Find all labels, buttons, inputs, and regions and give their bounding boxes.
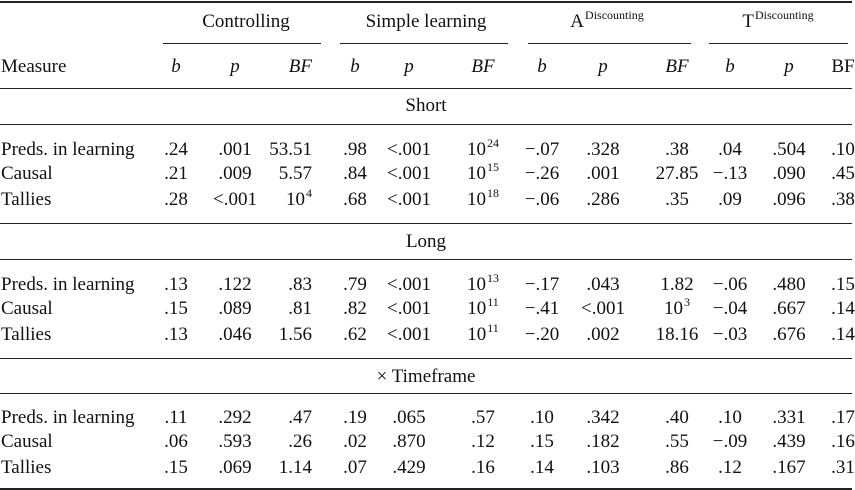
table-cell: .15 bbox=[831, 274, 855, 295]
table-cell: .12 bbox=[718, 457, 742, 478]
table-cell: .55 bbox=[665, 431, 689, 452]
cell-base: 10 bbox=[467, 274, 486, 295]
table-cell: .98 bbox=[343, 139, 367, 160]
cell-base: 10 bbox=[467, 163, 486, 184]
table-cell: .342 bbox=[586, 407, 620, 428]
table-cell: 18.16 bbox=[655, 324, 699, 345]
column-header: BF bbox=[288, 56, 312, 77]
table-cell: .14 bbox=[530, 457, 554, 478]
table-cell: 5.57 bbox=[278, 163, 312, 184]
cell-base: 10 bbox=[467, 324, 487, 345]
column-header: p bbox=[404, 56, 414, 77]
table-cell: .14 bbox=[831, 324, 855, 345]
table-cell: .26 bbox=[288, 431, 312, 452]
row-label: Preds. in learning bbox=[1, 274, 135, 295]
table-cell: −.26 bbox=[524, 163, 560, 184]
group-header-label: Controlling bbox=[202, 11, 290, 32]
table-cell: .40 bbox=[665, 407, 689, 428]
cell-exponent: 18 bbox=[487, 186, 499, 200]
table-cell: −.13 bbox=[712, 163, 748, 184]
table-cell: .667 bbox=[772, 298, 806, 319]
table-cell: .31 bbox=[831, 457, 855, 478]
group-header-label: Simple learning bbox=[365, 11, 487, 32]
table-cell: .79 bbox=[343, 274, 367, 295]
column-header: p bbox=[784, 56, 794, 77]
cell-exponent: 11 bbox=[487, 321, 499, 335]
table-cell: .24 bbox=[164, 139, 188, 160]
table-cell: .10 bbox=[530, 407, 554, 428]
table-cell: −.20 bbox=[524, 324, 560, 345]
table-cell: .57 bbox=[471, 407, 495, 428]
table-rule bbox=[0, 259, 852, 260]
table-cell bbox=[467, 186, 499, 210]
table-cell: .046 bbox=[218, 324, 252, 345]
table-cell: .04 bbox=[718, 139, 742, 160]
table-cell: .439 bbox=[772, 431, 806, 452]
group-header-label: A bbox=[570, 11, 585, 32]
table-cell: −.03 bbox=[712, 324, 748, 345]
table-cell: .81 bbox=[288, 298, 312, 319]
section-title: × Timeframe bbox=[376, 366, 476, 387]
table-cell: <.001 bbox=[387, 274, 431, 295]
table-cell: −.07 bbox=[524, 139, 560, 160]
cell-base: 10 bbox=[286, 189, 305, 210]
table-cell: <.001 bbox=[387, 324, 431, 345]
table-rule bbox=[0, 393, 852, 394]
table-cell: .069 bbox=[218, 457, 252, 478]
table-cell: .09 bbox=[718, 189, 742, 210]
table-cell: .593 bbox=[218, 431, 252, 452]
table-cell: .009 bbox=[218, 163, 252, 184]
table-cell: −.04 bbox=[712, 298, 748, 319]
table-cell: 53.51 bbox=[269, 139, 312, 160]
table-cell bbox=[467, 271, 499, 295]
table-cell: .043 bbox=[586, 274, 620, 295]
table-cell: .286 bbox=[586, 189, 620, 210]
table-cell bbox=[286, 186, 312, 210]
cell-exponent: 13 bbox=[487, 271, 499, 285]
table-cell: .17 bbox=[831, 407, 855, 428]
row-label: Preds. in learning bbox=[1, 407, 135, 428]
column-header: b bbox=[350, 56, 360, 77]
cell-exponent: 15 bbox=[487, 160, 499, 174]
table-cell: .065 bbox=[392, 407, 426, 428]
table-rule bbox=[0, 223, 852, 224]
table-cell: 1.14 bbox=[278, 457, 312, 478]
table-cell bbox=[467, 160, 499, 184]
row-label: Tallies bbox=[1, 324, 52, 345]
group-underline bbox=[163, 43, 321, 44]
table-cell: −.41 bbox=[524, 298, 560, 319]
table-cell: .14 bbox=[831, 298, 855, 319]
table-rule bbox=[0, 488, 852, 490]
table-cell: <.001 bbox=[213, 189, 257, 210]
row-label: Tallies bbox=[1, 189, 52, 210]
group-header bbox=[366, 12, 487, 31]
table-cell: .84 bbox=[343, 163, 367, 184]
column-header: b bbox=[537, 56, 547, 77]
table-rule bbox=[0, 88, 852, 89]
table-cell: .16 bbox=[831, 431, 855, 452]
group-header-superscript: Discounting bbox=[754, 8, 814, 22]
cell-base: 10 bbox=[664, 298, 683, 319]
table-cell: .429 bbox=[392, 457, 426, 478]
table-cell: .182 bbox=[586, 431, 620, 452]
table-cell: 27.85 bbox=[655, 163, 699, 184]
column-header: BF bbox=[831, 56, 855, 77]
table-cell: .13 bbox=[164, 324, 188, 345]
column-header: BF bbox=[665, 56, 689, 77]
table-cell bbox=[664, 295, 690, 319]
table-cell: .089 bbox=[218, 298, 252, 319]
table-cell: .870 bbox=[392, 431, 426, 452]
group-header bbox=[202, 12, 290, 31]
group-underline bbox=[340, 43, 508, 44]
group-header-superscript: Discounting bbox=[585, 8, 644, 22]
table-cell: −.06 bbox=[712, 274, 748, 295]
table-cell: 1.56 bbox=[278, 324, 312, 345]
group-underline bbox=[709, 43, 848, 44]
row-label: Causal bbox=[1, 431, 53, 452]
table-cell: .10 bbox=[718, 407, 742, 428]
table-cell: .02 bbox=[343, 431, 367, 452]
table-rule bbox=[0, 1, 852, 3]
table-cell: .122 bbox=[218, 274, 252, 295]
table-cell: .504 bbox=[772, 139, 806, 160]
table-cell: .292 bbox=[218, 407, 252, 428]
table-cell: .45 bbox=[831, 163, 855, 184]
table-cell: .38 bbox=[831, 189, 855, 210]
table-cell: .28 bbox=[164, 189, 188, 210]
table-cell: .82 bbox=[343, 298, 367, 319]
row-label: Preds. in learning bbox=[1, 139, 135, 160]
table-rule bbox=[0, 124, 852, 125]
table-cell: .12 bbox=[471, 431, 495, 452]
cell-exponent: 4 bbox=[306, 186, 312, 200]
table-cell: .676 bbox=[772, 324, 806, 345]
table-cell: −.17 bbox=[524, 274, 560, 295]
table-rule bbox=[0, 358, 852, 359]
row-label: Causal bbox=[1, 298, 53, 319]
table-cell: .38 bbox=[665, 139, 689, 160]
section-title: Short bbox=[405, 95, 447, 116]
cell-exponent: 3 bbox=[684, 295, 690, 309]
table-cell: .480 bbox=[772, 274, 806, 295]
group-header bbox=[570, 8, 644, 32]
table-cell: −.09 bbox=[712, 431, 748, 452]
cell-base: 10 bbox=[467, 139, 486, 160]
group-header-label: T bbox=[742, 11, 754, 32]
table-cell bbox=[467, 321, 499, 345]
table-cell: .001 bbox=[218, 139, 252, 160]
column-header: p bbox=[230, 56, 240, 77]
table-cell: .090 bbox=[772, 163, 806, 184]
table-cell: .47 bbox=[288, 407, 312, 428]
row-label: Causal bbox=[1, 163, 53, 184]
table-cell: <.001 bbox=[387, 163, 431, 184]
table-cell: .096 bbox=[772, 189, 806, 210]
table-cell: .328 bbox=[586, 139, 620, 160]
section-title: Long bbox=[405, 231, 447, 252]
row-label: Tallies bbox=[1, 457, 52, 478]
table-cell: .83 bbox=[288, 274, 312, 295]
table-cell: .001 bbox=[586, 163, 620, 184]
table-cell: .15 bbox=[164, 298, 188, 319]
table-cell: .19 bbox=[343, 407, 367, 428]
cell-base: 10 bbox=[467, 189, 486, 210]
table-cell bbox=[467, 295, 499, 319]
table-cell: <.001 bbox=[387, 139, 431, 160]
table-cell: .06 bbox=[164, 431, 188, 452]
table-cell: .62 bbox=[343, 324, 367, 345]
table-cell: .11 bbox=[164, 407, 188, 428]
table-cell: .002 bbox=[586, 324, 620, 345]
measure-header: Measure bbox=[1, 56, 67, 77]
table-cell: .103 bbox=[586, 457, 620, 478]
table-cell: .35 bbox=[665, 189, 689, 210]
cell-exponent: 24 bbox=[487, 136, 499, 150]
column-header: b bbox=[171, 56, 181, 77]
table-cell: .13 bbox=[164, 274, 188, 295]
table-cell: .331 bbox=[772, 407, 806, 428]
table-cell: .21 bbox=[164, 163, 188, 184]
table-cell: 1.82 bbox=[660, 274, 694, 295]
table-cell: .15 bbox=[164, 457, 188, 478]
cell-base: 10 bbox=[467, 298, 487, 319]
table-cell: .68 bbox=[343, 189, 367, 210]
table-cell: .167 bbox=[772, 457, 806, 478]
table-cell: <.001 bbox=[387, 189, 431, 210]
table-cell: .15 bbox=[530, 431, 554, 452]
group-underline bbox=[528, 43, 691, 44]
column-header: BF bbox=[471, 56, 495, 77]
table-cell: .16 bbox=[471, 457, 495, 478]
table-cell: .07 bbox=[343, 457, 367, 478]
table-cell: .10 bbox=[831, 139, 855, 160]
table-cell: −.06 bbox=[524, 189, 560, 210]
group-header bbox=[742, 8, 814, 32]
table-cell: <.001 bbox=[581, 298, 625, 319]
column-header: b bbox=[725, 56, 735, 77]
table-cell bbox=[467, 136, 499, 160]
table-cell: .86 bbox=[665, 457, 689, 478]
column-header: p bbox=[598, 56, 608, 77]
cell-exponent: 11 bbox=[487, 295, 499, 309]
table-cell: <.001 bbox=[387, 298, 431, 319]
